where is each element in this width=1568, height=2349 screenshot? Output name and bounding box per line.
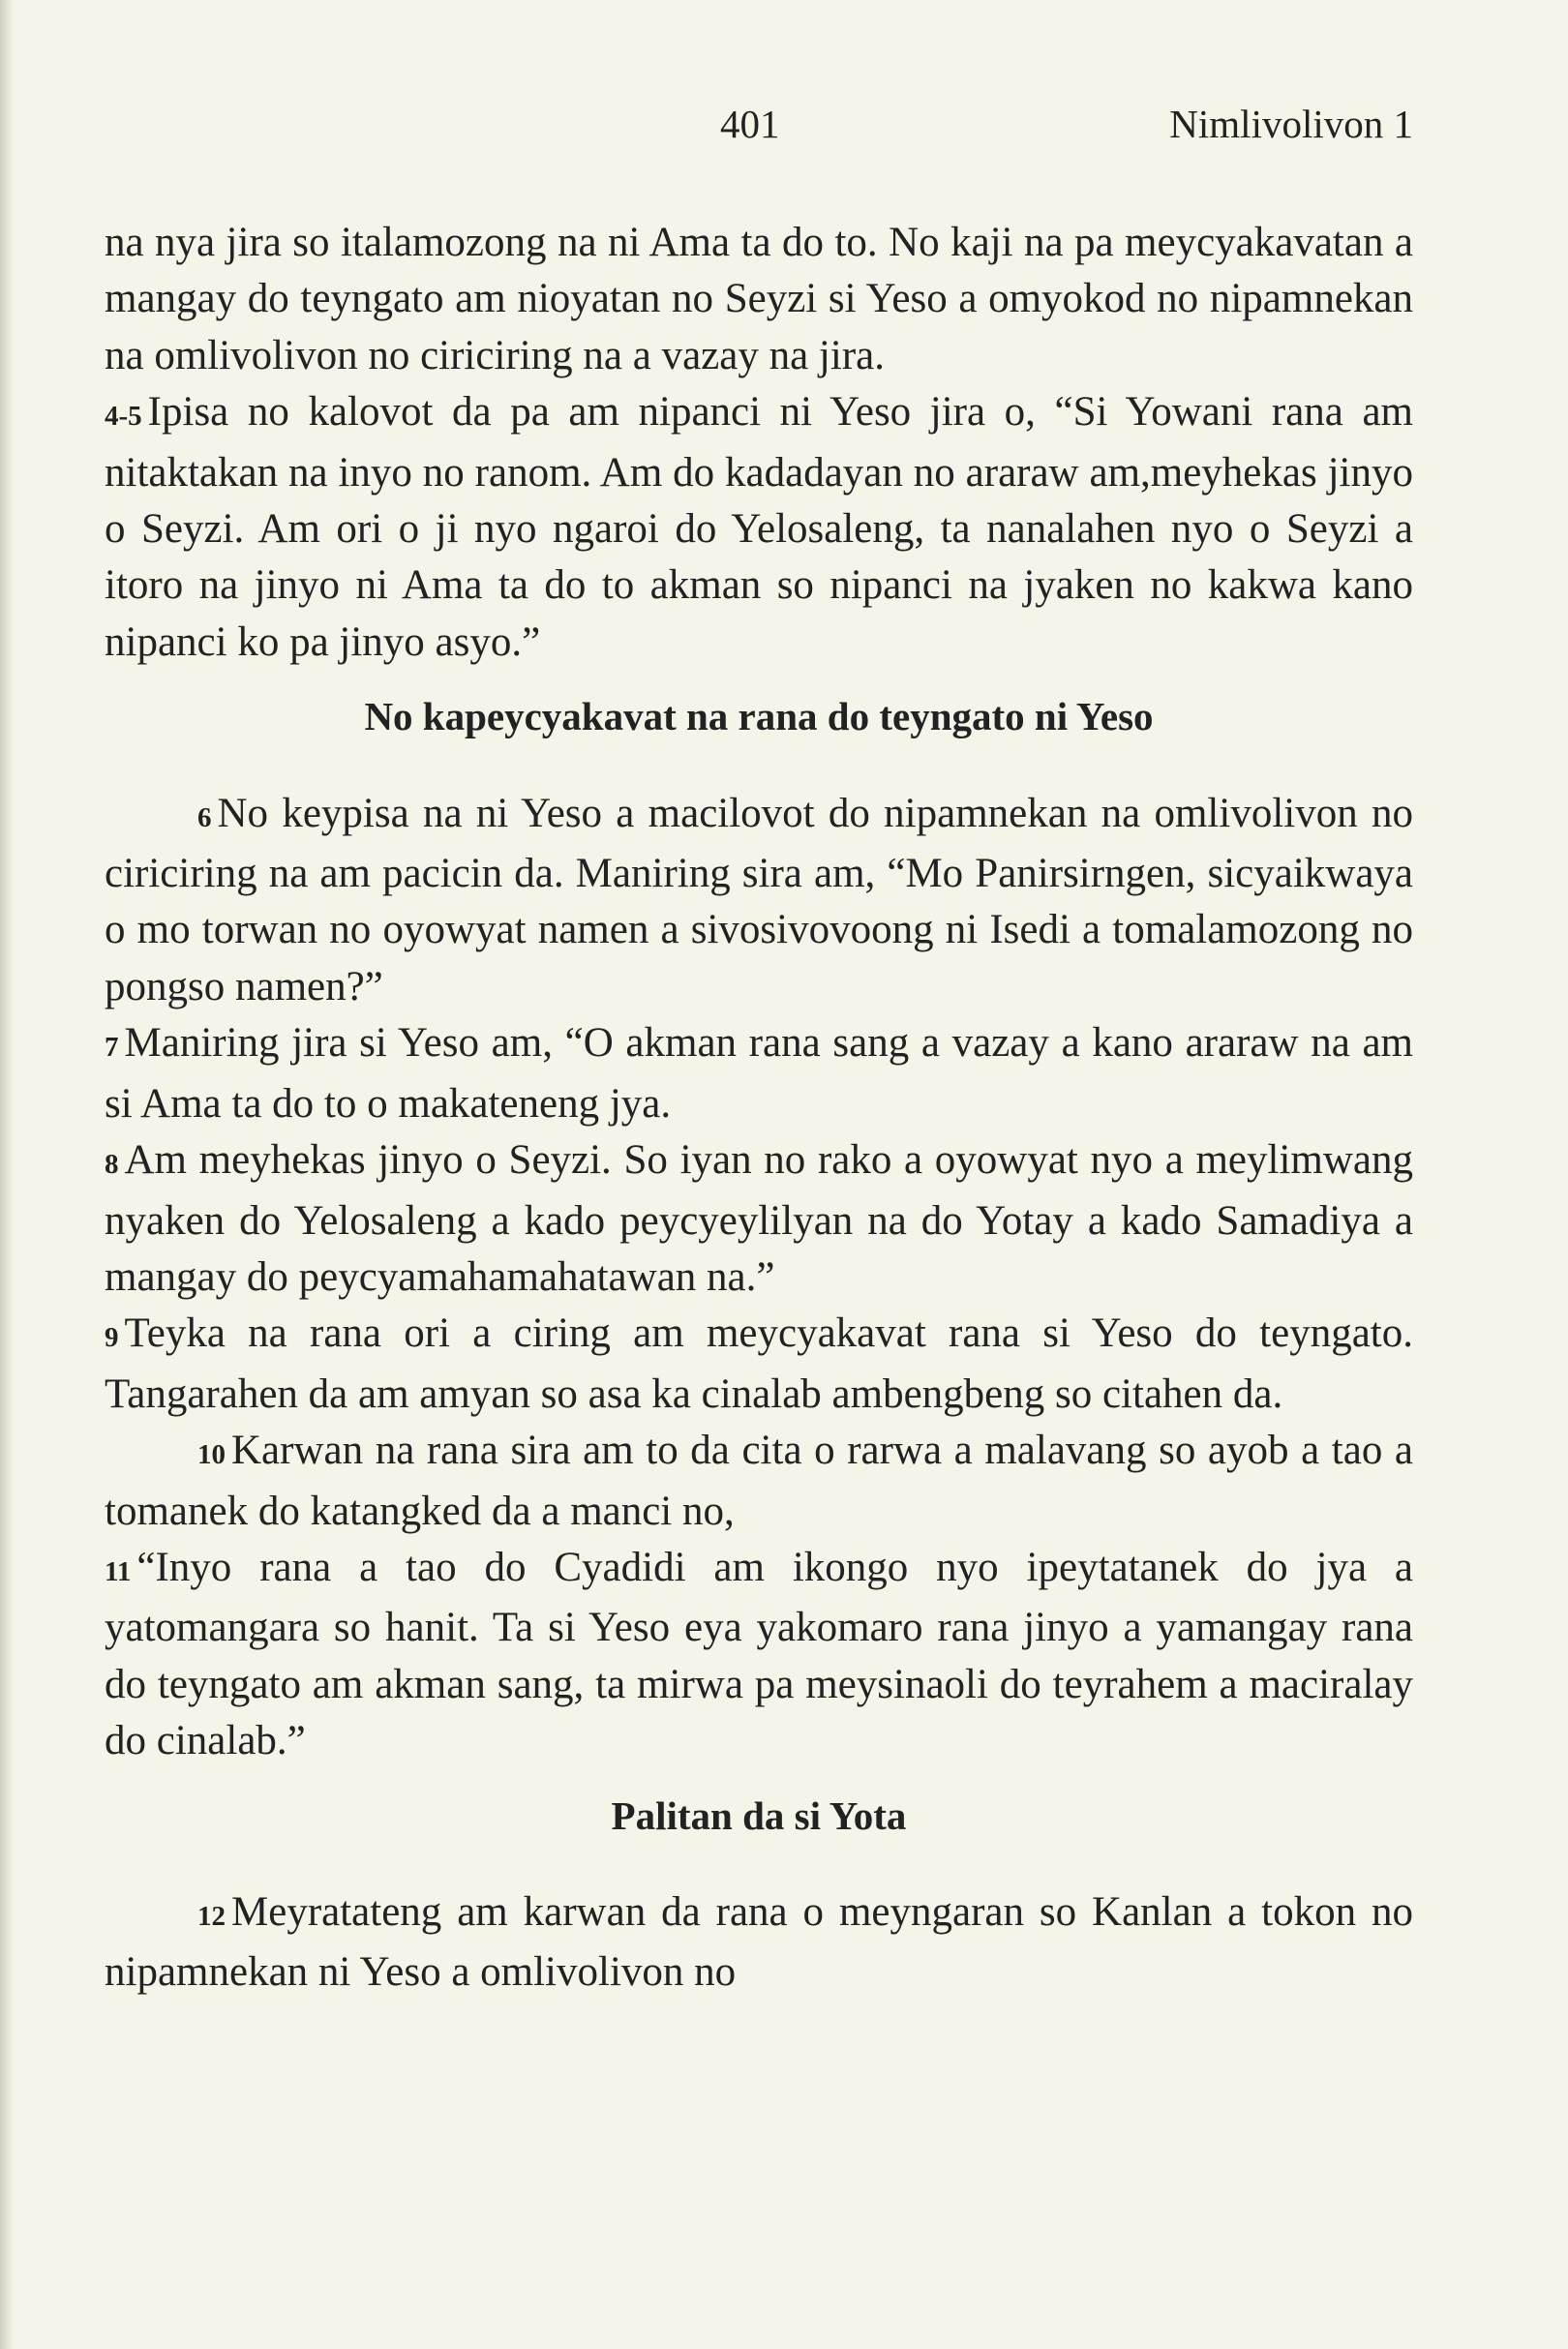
- verse-paragraph: [105, 384, 1413, 671]
- verse-text: Maniring jira si Yeso am, “O akman rana sang a vazay a kano araraw na am si Ama ta do to o makateneng jya.: [105, 1020, 1413, 1127]
- verse-paragraph: [105, 786, 1413, 1016]
- running-header: [105, 101, 1413, 159]
- verse-paragraph: [105, 1306, 1413, 1423]
- verse-paragraph: [105, 1884, 1413, 2002]
- verse-paragraph: [105, 1423, 1413, 1540]
- verse-text: Karwan na rana sira am to da cita o rarwa a malavang so ayob a tao a tomanek do katangked da a manci no,: [105, 1428, 1413, 1534]
- page-number: 401: [720, 102, 780, 146]
- paragraph-text: na nya jira so italamozong na ni Ama ta do to. No kaji na pa meycyakavatan a mangay do teyngato am nioyatan no Seyzi si Yeso a omyokod no nipamnekan na omlivolivon no ciriciring na a vazay na jira.: [105, 220, 1413, 378]
- verse-number: 9: [105, 1322, 119, 1354]
- verse-number: 12: [197, 1900, 226, 1932]
- page-edge-shadow: [0, 0, 14, 2349]
- verse-number: 6: [197, 801, 212, 833]
- verse-text: “Inyo rana a tao do Cyadidi am ikongo nyo ipeytatanek do jya a yatomangara so hanit. Ta si Yeso eya yakomaro rana jinyo a yamangay rana do teyngato am akman sang, ta mirwa pa meysinaoli do teyrahem a maciralay do cinalab.”: [105, 1544, 1413, 1764]
- verse-text: Ipisa no kalovot da pa am nipanci ni Yeso jira o, “Si Yowani rana am nitaktakan na inyo no ranom. Am do kadadayan no araraw am,meyhekas jinyo o Seyzi. Am ori o ji nyo ngaroi do Yelosaleng, ta nanalahen nyo o Seyzi a itoro na jinyo ni Ama ta do to akman so nipanci na jyaken no kakwa kano nipanci ko pa jinyo asyo.”: [105, 389, 1413, 665]
- verse-number: 7: [105, 1032, 119, 1064]
- verse-number: 4-5: [105, 401, 142, 433]
- verse-paragraph: [105, 1540, 1413, 1770]
- section-heading: No kapeycyakavat na rana do teyngato ni Yeso: [364, 694, 1154, 739]
- body-text: [105, 215, 1413, 2002]
- verse-paragraph: [105, 1132, 1413, 1306]
- paragraph-continuation: [105, 215, 1413, 384]
- verse-text: Meyratateng am karwan da rana o meyngaran so Kanlan a tokon no nipamnekan ni Yeso a omlivolivon no: [105, 1888, 1413, 1996]
- section-heading: Palitan da si Yota: [611, 1792, 907, 1838]
- verse-number: 8: [105, 1149, 119, 1181]
- verse-text: Am meyhekas jinyo o Seyzi. So iyan no rako a oyowyat nyo a meylimwang nyaken do Yelosaleng a kado peycyeylilyan na do Yotay a kado Samadiya a mangay do peycyamahamahatawan na.”: [105, 1137, 1413, 1300]
- verse-paragraph: [105, 1015, 1413, 1132]
- verse-number: 11: [105, 1555, 132, 1587]
- verse-text: No keypisa na ni Yeso a macilovot do nipamnekan na omlivolivon no ciriciring na am pacicin da. Maniring sira am, “Mo Panirsirngen, sicyaikwaya o mo torwan no oyowyat namen a sivosivovoong ni Isedi a tomalamozong no pongso namen?”: [105, 790, 1413, 1009]
- book-reference: Nimlivolivon 1: [1169, 102, 1413, 146]
- verse-number: 10: [197, 1439, 226, 1471]
- verse-text: Teyka na rana ori a ciring am meycyakavat rana si Yeso do teyngato. Tangarahen da am amyan so asa ka cinalab ambengbeng so citahen da.: [105, 1310, 1413, 1417]
